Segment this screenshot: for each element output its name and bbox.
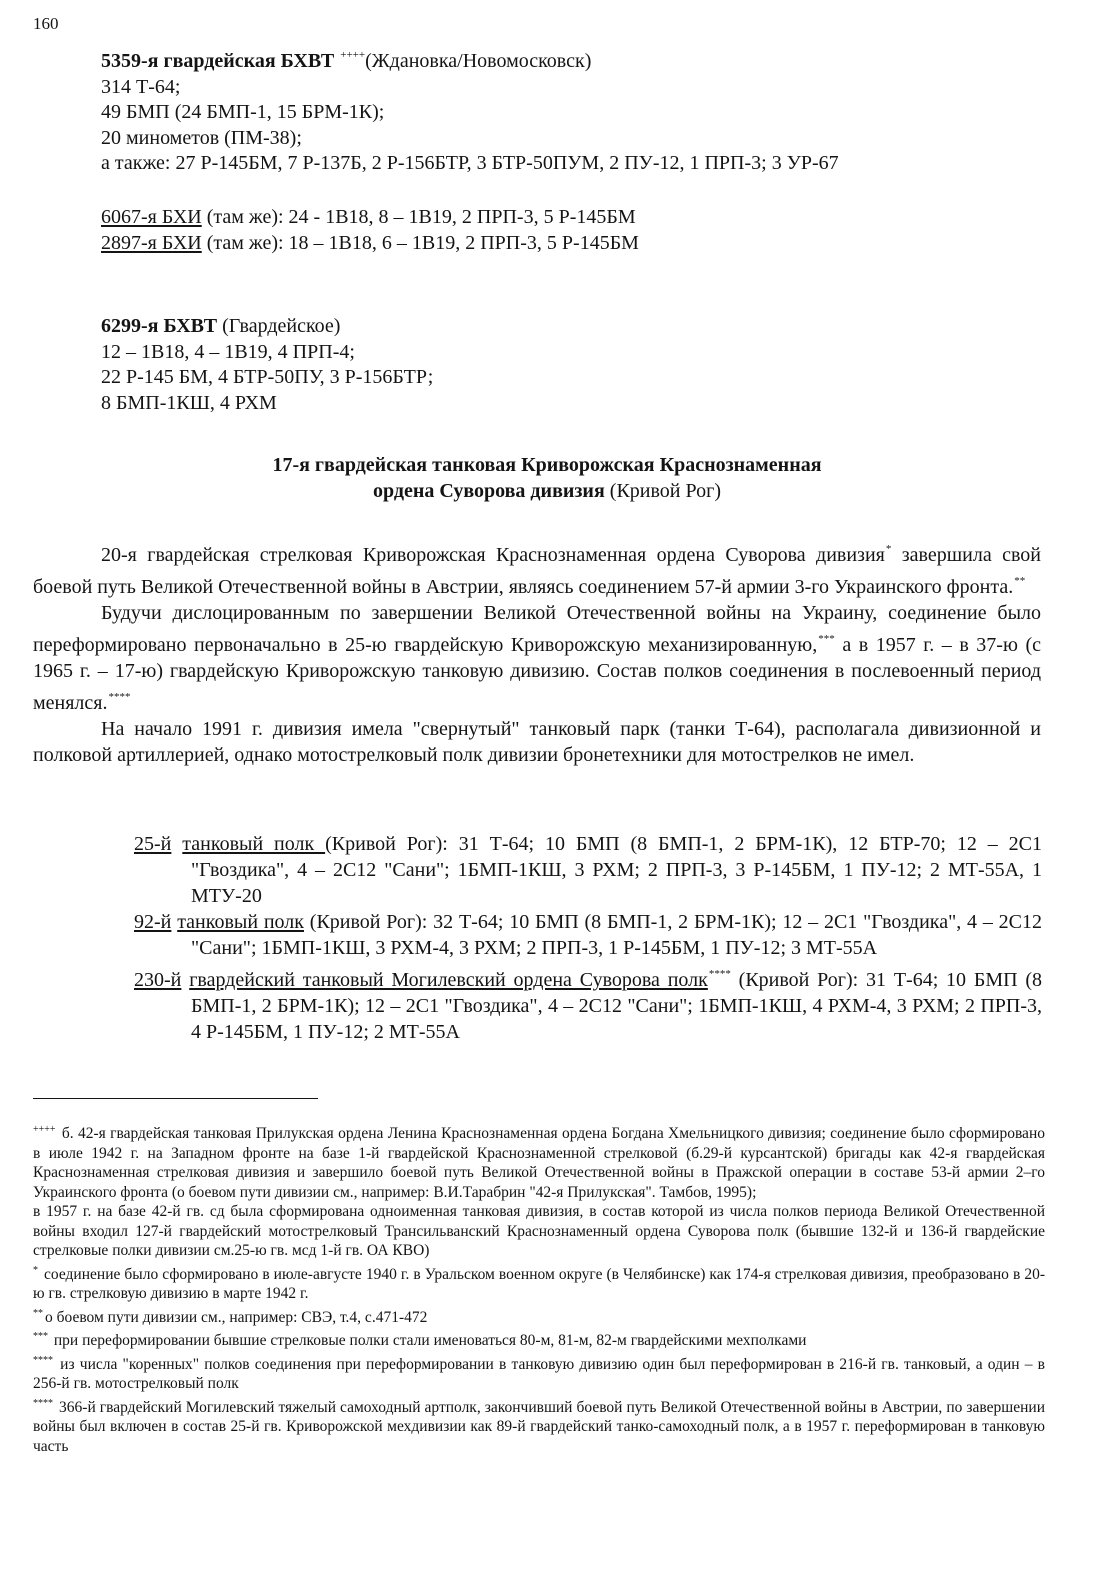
footnote — [33, 1202, 1045, 1261]
footnote-text: из числа "коренных" полков соединения при переформировании в танковую дивизию один был переформирован в 216-й гв. танковый, а один – в 256-й гв. мотострелковый полк — [33, 1355, 1045, 1392]
body-text-run: 20-я гвардейская стрелковая Криворожская Краснознаменная ордена Суворова дивизия — [101, 544, 885, 566]
bhvt-5359-location: (Ждановка/Новомосковск) — [365, 50, 592, 72]
bhvt-6299-location: (Гвардейское) — [217, 315, 341, 337]
bhvt-5359-title — [101, 43, 839, 75]
bhvt-6299-line: 22 Р-145 БМ, 4 БТР-50ПУ, 3 Р-156БТР; — [101, 366, 434, 388]
body-text-run: а в 1957 г. – в 37-ю (с 1965 г. – 17-ю) гвардейскую Криворожскую танковую дивизию. Состав полков соединения в послевоенный период менялся. — [33, 634, 1041, 714]
footnote-text: о боевом пути дивизии см., например: СВЭ, т.4, с.471-472 — [45, 1308, 428, 1326]
regiment-name: танковый полк — [182, 833, 326, 855]
bkhi-name: 2897-я БХИ — [101, 231, 202, 254]
footnote-mark: ++++ — [340, 49, 366, 61]
bhvt-5359-line: а также: 27 Р-145БМ, 7 Р-137Б, 2 Р-156БТР, 3 БТР-50ПУМ, 2 ПУ-12, 1 ПРП-3; 3 УР-67 — [101, 152, 839, 174]
heading-line-2-bold: ордена Суворова дивизия — [373, 480, 605, 502]
footnote-mark: ++++ — [33, 1124, 56, 1135]
footnote-text: 366-й гвардейский Могилевский тяжелый самоходный артполк, закончивший боевой путь Великой Отечественной войны в Австрии, по завершении войны был включен в состав 25-й гв. Криворожской мехдивизии как 89-й гвардейский танко-самоходный полк, а в 1957 г. переформирован в танковую часть — [33, 1398, 1045, 1455]
footnote-mark: *** — [818, 633, 835, 645]
footnote-text: при переформировании бывшие стрелковые полки стали именоваться 80-м, 81-м, 82-м гвардейскими мехполками — [50, 1332, 807, 1349]
page-number: 160 — [33, 14, 59, 33]
body-paragraph — [33, 600, 1041, 716]
body-text-run: завершила свой боевой путь Великой Отечественной войны в Австрии, являясь соединением 57-й армии 3-го Украинского фронта. — [33, 544, 1041, 598]
footnote-divider — [33, 1098, 318, 1099]
bkhi-detail: (там же): 18 – 1В18, 6 – 1В19, 2 ПРП-3, 5 Р-145БМ — [201, 231, 639, 254]
regiment-details: (Кривой Рог): 32 Т-64; 10 БМП (8 БМП-1, 2 БРМ-1К); 12 – 2С1 "Гвоздика", 4 – 2С12 "Сани"; 1БМП-1КШ, 3 РХМ-4, 3 РХМ; 2 ПРП-3, 1 Р-145БМ, 1 ПУ-12; 3 МТ-55А — [191, 911, 1042, 959]
bkhi-detail: (там же): 24 - 1В18, 8 – 1В19, 2 ПРП-3, 5 Р-145БМ — [201, 206, 636, 228]
body-paragraph: На начало 1991 г. дивизия имела "свернутый" танковый парк (танки Т-64), располагала дивизионной и полковой артиллерией, однако мотострелковый полк дивизии бронетехники для мотострелков не имел. — [33, 718, 1041, 766]
footnote-text: в 1957 г. на базе 42-й гв. сд была сформирована одноименная танковая дивизия, в состав которой из числа полков периода Великой Отечественной войны входил 127-й гвардейский мотострелковый Трансильванский Краснознаменный ордена Суворова полк (бывшие 132-й и 136-й гвардейские стрелковые полки дивизии см.25-ю гв. мсд 1-й гв. ОА КВО) — [33, 1203, 1045, 1259]
regiment-name: гвардейский танковый Могилевский ордена Суворова полк — [189, 969, 708, 991]
footnote-mark: ** — [1014, 575, 1026, 587]
regiments-list — [134, 831, 1042, 1045]
bhvt-6299-title — [101, 314, 433, 340]
footnote — [33, 1327, 1045, 1351]
bhvt-6299-line: 12 – 1В18, 4 – 1В19, 4 ПРП-4; — [101, 340, 355, 363]
regiment-number: 230-й — [134, 969, 182, 991]
regiment-name: танковый полк — [177, 911, 304, 933]
regiment-number: 25-й — [134, 833, 172, 855]
footnote-mark: *** — [33, 1331, 48, 1342]
heading-line-2 — [0, 478, 1094, 504]
body-text — [33, 536, 1041, 768]
bhvt-6299-block — [101, 314, 433, 416]
bkhi-name: 6067-я БХИ — [101, 206, 202, 228]
regiment-number: 92-й — [134, 911, 172, 933]
body-paragraph — [33, 536, 1041, 600]
footnote-mark: **** — [108, 691, 131, 703]
list-item — [134, 961, 1042, 1045]
body-text-run: Будучи дислоцированным по завершении Великой Отечественной войны на Украину, соединение было переформировано первоначально в 25-ю гвардейскую Криворожскую механизированную, — [33, 602, 1041, 656]
footnote-text: соединение было сформировано в июле-августе 1940 г. в Уральском военном округе (в Челябинске) как 174-я стрелковая дивизия, преобразовано в 20-ю гв. стрелковую дивизию в марте 1942 г. — [33, 1265, 1045, 1302]
bhvt-5359-line: 20 минометов (ПМ-38); — [101, 126, 302, 149]
regiment-details: (Кривой Рог): 31 Т-64; 10 БМП (8 БМП-1, 2 БРМ-1К), 12 БТР-70; 12 – 2С1 "Гвоздика", 4 – 2С12 "Сани"; 1БМП-1КШ, 3 РХМ; 2 ПРП-3, 3 Р-145БМ, 1 ПУ-12; 2 МТ-55А, 1 МТУ-20 — [191, 833, 1042, 907]
footnote-text: б. 42-я гвардейская танковая Прилукская ордена Ленина Краснознаменная ордена Богдана Хмельницкого дивизия; соединение было сформировано в июле 1942 г. на Западном фронте на базе 1-й гвардейской Краснознаменной стрелковой (б.29-й курсантской) бригады как 42-я гвардейская Краснознаменная стрелковая дивизия и завершило боевой путь Великой Отечественной войны в Пражской операции в составе 53-й армии 2–го Украинского фронта (о боевом пути дивизии см., например: В.И.Тарабрин "42-я Прилукская". Тамбов, 1995); — [33, 1125, 1045, 1201]
footnote — [33, 1120, 1045, 1202]
list-item — [134, 831, 1042, 909]
footnote-mark: **** — [708, 968, 731, 980]
footnote — [33, 1394, 1045, 1457]
bkhi-line — [101, 231, 639, 257]
footnote-mark: * — [885, 543, 892, 555]
footnote-mark: **** — [33, 1354, 53, 1366]
footnote — [33, 1304, 1045, 1328]
footnote-mark: * — [33, 1264, 38, 1276]
list-item — [134, 909, 1042, 961]
bhvt-6299-line: 8 БМП-1КШ, 4 РХМ — [101, 391, 277, 414]
footnote-mark: **** — [33, 1397, 53, 1409]
footnote-mark: ** — [33, 1307, 43, 1319]
footnotes — [33, 1120, 1045, 1456]
division-heading — [0, 452, 1094, 504]
bhvt-5359-line: 49 БМП (24 БМП-1, 15 БРМ-1К); — [101, 101, 385, 123]
bhvt-5359-title-bold: 5359-я гвардейская БХВТ — [101, 50, 335, 72]
heading-line-1: 17-я гвардейская танковая Криворожская Краснознаменная — [272, 454, 822, 476]
footnote — [33, 1261, 1045, 1304]
bhvt-5359-block — [101, 43, 839, 177]
footnote — [33, 1351, 1045, 1394]
heading-location: (Кривой Рог) — [604, 480, 721, 502]
regiment-details: (Кривой Рог): 31 Т-64; 10 БМП (8 БМП-1, 2 БРМ-1К); 12 – 2С1 "Гвоздика", 4 – 2С12 "Сани"; 1БМП-1КШ, 4 РХМ-4, 3 РХМ; 2 ПРП-3, 4 Р-145БМ, 1 ПУ-12; 2 МТ-55А — [191, 969, 1043, 1043]
bkhi-line — [101, 205, 639, 231]
bhvt-6299-title-bold: 6299-я БХВТ — [101, 315, 218, 337]
bkhi-block — [101, 205, 639, 256]
bhvt-5359-line: 314 Т-64; — [101, 75, 181, 98]
